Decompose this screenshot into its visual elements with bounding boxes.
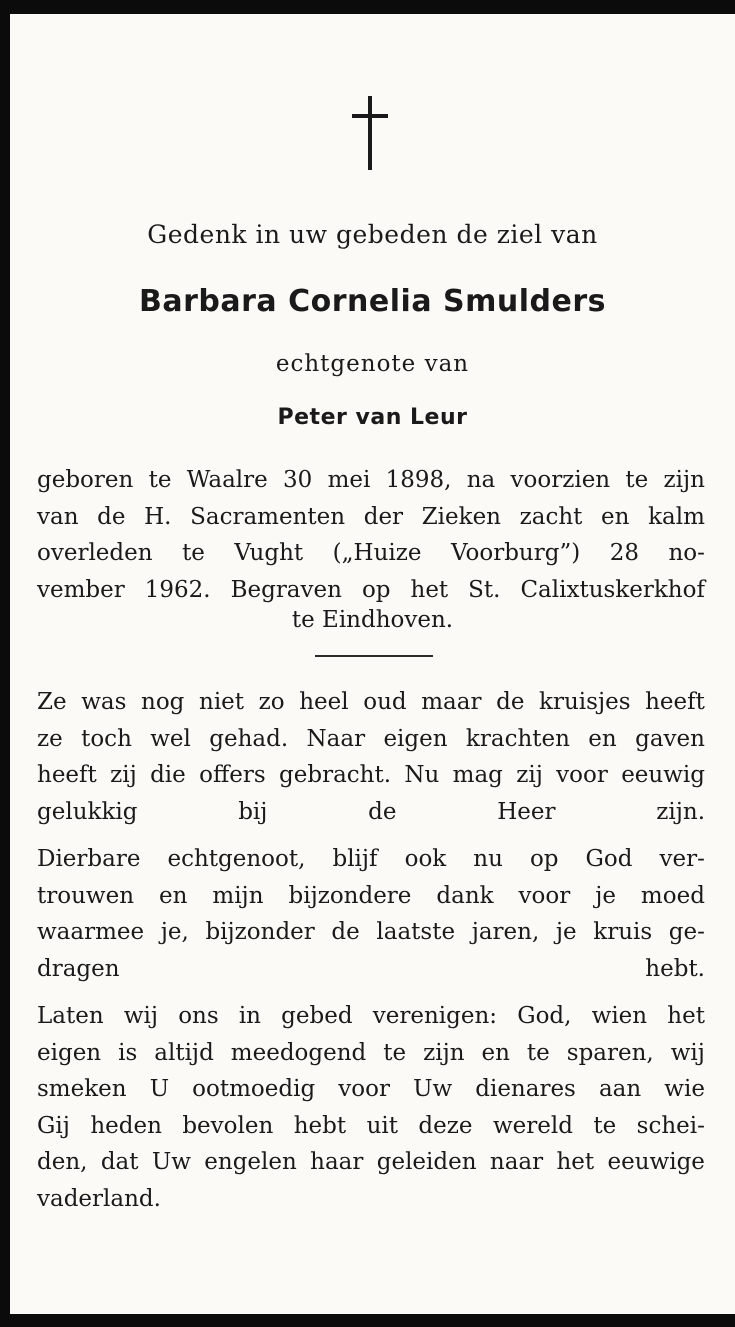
word: Zieken — [421, 503, 501, 530]
word: eeuwig — [621, 762, 705, 788]
word: Voorburg”) — [451, 540, 581, 566]
word: Vught — [234, 540, 304, 566]
word: te — [593, 1112, 617, 1139]
word: ge- — [668, 919, 705, 945]
word: en — [481, 1039, 510, 1066]
word: wie — [664, 1076, 705, 1102]
para-line: vaderland. — [37, 1185, 161, 1212]
word: eigen — [37, 1039, 102, 1066]
spouse-name: Peter van Leur — [277, 405, 468, 430]
word: die — [150, 762, 186, 788]
word: hebt — [293, 1112, 347, 1139]
word: Gij — [37, 1112, 70, 1139]
word: Uw — [413, 1076, 453, 1102]
word: wel — [150, 725, 191, 752]
word: het — [667, 1003, 705, 1029]
word: altijd — [154, 1039, 214, 1066]
word: 30 — [283, 467, 313, 493]
word: op — [529, 846, 559, 872]
word: Ze — [37, 689, 67, 715]
word: mag — [452, 762, 503, 788]
divider — [315, 655, 433, 657]
word: laatste — [376, 919, 456, 945]
word: van — [37, 503, 79, 530]
word: sparen, — [566, 1039, 654, 1066]
word: het — [556, 1149, 595, 1175]
word: zacht — [519, 503, 583, 530]
word: ootmoedig — [192, 1076, 316, 1102]
word: kruis — [593, 919, 653, 945]
word: smeken — [37, 1076, 127, 1102]
word: je, — [160, 919, 189, 945]
word: Sacramenten — [190, 503, 346, 530]
para-line — [37, 841, 705, 878]
word: Calixtuskerkhof — [520, 576, 705, 603]
word: voor — [338, 1076, 390, 1102]
para-line: dragen hebt. — [37, 955, 705, 982]
word: 1898, — [385, 467, 452, 493]
word: krachten — [465, 725, 570, 752]
bio-line — [37, 462, 705, 499]
word: dat — [100, 1149, 139, 1175]
para-line — [37, 1108, 705, 1145]
word: gebed — [281, 1003, 353, 1029]
word: nog — [141, 689, 185, 715]
word: en — [601, 503, 630, 530]
word: in — [238, 1003, 261, 1029]
word: ons — [178, 1003, 219, 1029]
word: trouwen — [37, 882, 135, 909]
paragraph-spouse — [37, 841, 705, 987]
word: zij — [516, 762, 543, 788]
word: heden — [90, 1112, 162, 1139]
word: ver- — [659, 846, 705, 872]
bio-line — [37, 535, 705, 572]
word: zo — [258, 689, 285, 715]
word: schei- — [636, 1112, 705, 1139]
word: aan — [598, 1076, 642, 1102]
word: wij — [123, 1003, 159, 1029]
para-line — [37, 878, 705, 915]
word: vember — [37, 576, 125, 603]
word: was — [81, 689, 127, 715]
para-line — [37, 757, 705, 794]
word: voor — [556, 762, 608, 788]
word: H. — [144, 503, 172, 530]
word: God — [585, 846, 633, 872]
word: overleden — [37, 540, 153, 566]
deceased-name: Barbara Cornelia Smulders — [139, 284, 606, 319]
word: zij — [110, 762, 137, 788]
word: God, — [517, 1003, 572, 1029]
word: gebracht. — [279, 762, 392, 788]
word: no- — [668, 540, 705, 566]
word: Waalre — [186, 467, 268, 493]
word: en — [158, 882, 188, 909]
word: te — [182, 540, 205, 566]
word: 1962. — [144, 576, 211, 603]
word: bijzondere — [288, 882, 412, 909]
word: Naar — [306, 725, 366, 752]
word: zijn — [423, 1039, 465, 1066]
para-line — [37, 1144, 705, 1181]
word: Nu — [404, 762, 440, 788]
word: engelen — [204, 1149, 297, 1175]
word: Dierbare — [37, 846, 141, 872]
word: echtgenoot, — [167, 846, 306, 872]
word: wij — [670, 1039, 705, 1066]
word: meedogend — [230, 1039, 367, 1066]
word: geleiden — [376, 1149, 477, 1175]
bio-line — [37, 499, 705, 536]
word: oud — [363, 689, 407, 715]
word: eigen — [383, 725, 448, 752]
word: ook — [404, 846, 447, 872]
biography-paragraph — [37, 462, 705, 608]
word: waarmee — [37, 919, 145, 945]
word: gehad. — [209, 725, 289, 752]
word: te — [383, 1039, 407, 1066]
word: mijn — [212, 882, 264, 909]
word: je — [555, 919, 577, 945]
word: jaren, — [471, 919, 540, 945]
word: niet — [199, 689, 245, 715]
word: is — [118, 1039, 138, 1066]
word: wien — [591, 1003, 648, 1029]
word: heeft — [37, 762, 97, 788]
word: de — [331, 919, 360, 945]
word: kalm — [648, 503, 705, 530]
word: Begraven — [230, 576, 342, 603]
bio-line — [37, 572, 705, 609]
para-line — [37, 1035, 705, 1072]
word: zijn — [663, 467, 705, 493]
intro-text: Gedenk in uw gebeden de ziel van — [147, 220, 598, 249]
word: verenigen: — [372, 1003, 498, 1029]
para-line: gelukkig bij de Heer zijn. — [37, 798, 705, 825]
word: eeuwige — [607, 1149, 705, 1175]
word: voorzien — [510, 467, 611, 493]
word: kruisjes — [539, 689, 631, 715]
word: Laten — [37, 1003, 104, 1029]
para-line — [37, 1071, 705, 1108]
word: moed — [640, 882, 705, 909]
para-line — [37, 998, 705, 1035]
word: („Huize — [332, 540, 422, 566]
word: maar — [421, 689, 482, 715]
word: de — [496, 689, 525, 715]
word: St. — [468, 576, 501, 603]
word: toch — [81, 725, 132, 752]
word: bevolen — [182, 1112, 274, 1139]
word: ze — [37, 725, 63, 752]
word: nu — [473, 846, 503, 872]
word: bijzonder — [205, 919, 315, 945]
word: gaven — [635, 725, 705, 752]
paragraph-life — [37, 684, 705, 830]
word: op — [361, 576, 391, 603]
word: blijf — [332, 846, 378, 872]
para-line — [37, 914, 705, 951]
word: U — [149, 1076, 170, 1102]
word: dienares — [475, 1076, 576, 1102]
word: na — [466, 467, 496, 493]
word: haar — [310, 1149, 364, 1175]
word: te — [526, 1039, 550, 1066]
word: der — [363, 503, 404, 530]
memorial-card — [10, 14, 735, 1314]
paragraph-prayer — [37, 998, 705, 1217]
word: te — [148, 467, 172, 493]
word: het — [410, 576, 449, 603]
para-line — [37, 684, 705, 721]
word: heeft — [645, 689, 705, 715]
word: dank — [436, 882, 494, 909]
word: 28 — [609, 540, 639, 566]
bio-last-line: te Eindhoven. — [291, 607, 454, 633]
word: heel — [299, 689, 349, 715]
word: naar — [489, 1149, 544, 1175]
word: voor — [518, 882, 571, 909]
word: Uw — [151, 1149, 191, 1175]
word: den, — [37, 1149, 88, 1175]
word: mei — [327, 467, 371, 493]
cross-icon — [350, 94, 390, 174]
word: de — [97, 503, 126, 530]
word: deze — [418, 1112, 473, 1139]
word: wereld — [492, 1112, 573, 1139]
word: uit — [366, 1112, 398, 1139]
word: te — [625, 467, 649, 493]
word: je — [595, 882, 616, 909]
relation-text: echtgenote van — [275, 351, 470, 377]
word: offers — [199, 762, 266, 788]
word: geboren — [37, 467, 134, 493]
word: en — [588, 725, 617, 752]
para-line — [37, 721, 705, 758]
